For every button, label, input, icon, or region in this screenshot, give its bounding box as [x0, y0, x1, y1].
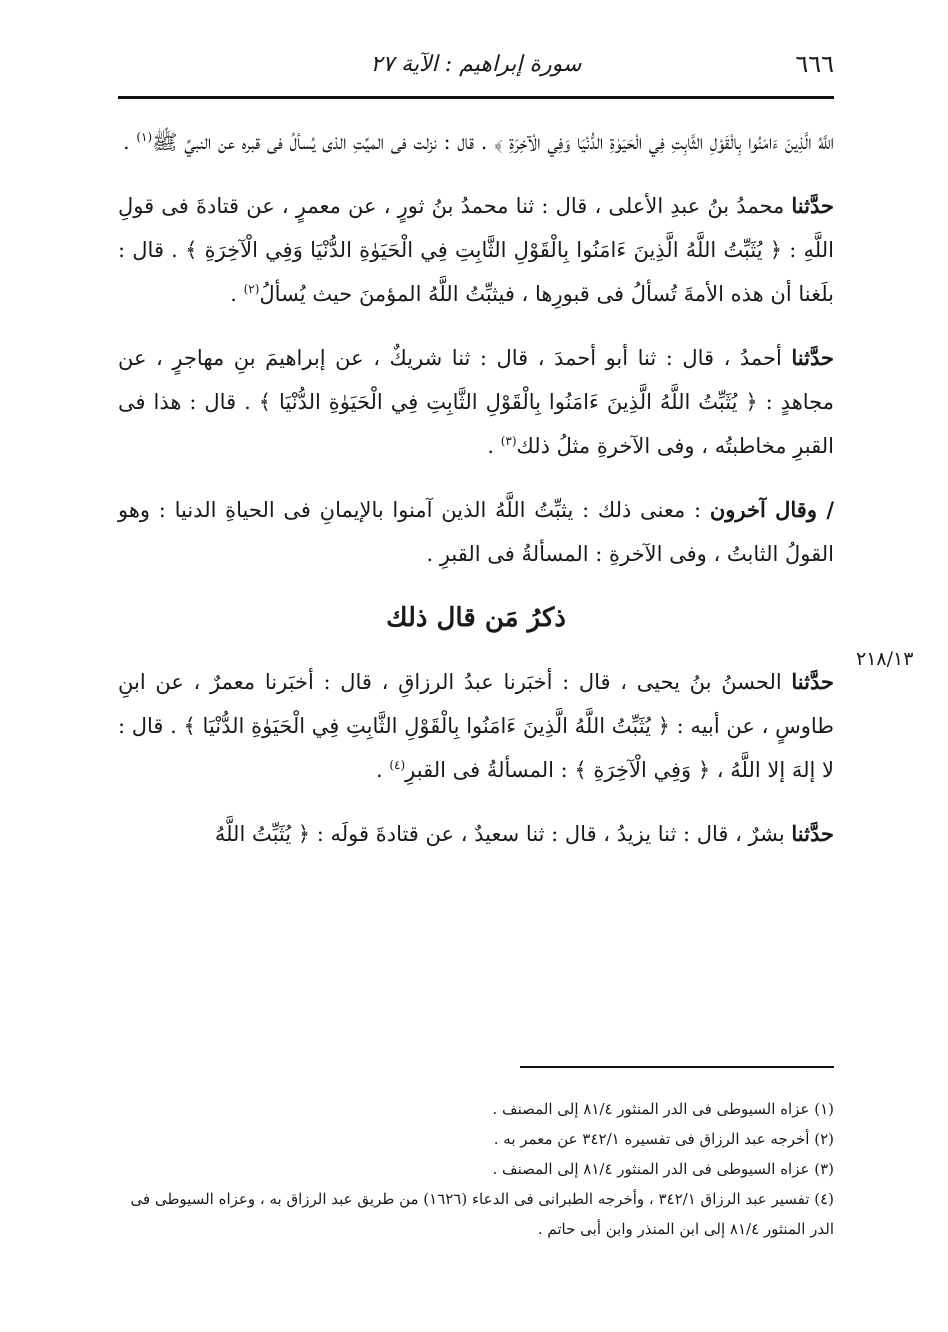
paragraph — [118, 120, 834, 164]
paragraph-tail: . — [487, 434, 501, 458]
footnote-marker[interactable]: (٤) — [389, 758, 406, 772]
paragraph — [118, 660, 834, 792]
paragraph-lead: حدَّثنا — [791, 193, 834, 218]
paragraph — [118, 488, 834, 576]
header-rule — [118, 96, 834, 99]
footnote-marker[interactable]: (٣) — [500, 434, 517, 448]
footnote: (١) عزاه السيوطى فى الدر المنثور ٨١/٤ إلى المصنف . — [492, 1100, 834, 1118]
paragraph-lead: حدَّثنا — [791, 669, 834, 694]
paragraph-text: محمدُ بنُ عبدِ الأعلى ، قال : ثنا محمدُ بنُ ثورٍ ، عن معمرٍ ، عن قتادةَ فى قولِ اللَّهِ : ﴿ يُثَبِّتُ اللَّهُ الَّذِينَ ءَامَنُوا بِالْقَوْلِ الثَّابِتِ فِي الْحَيَوٰةِ الدُّنْيَا وَفِي الْآخِرَةِ ﴾ . قال : بلَغنا أن هذه الأمةَ تُسألُ فى قبورِها ، فيثبِّتُ اللَّهُ المؤمنَ حيث يُسألُ — [118, 194, 834, 306]
footnote: (٢) أخرجه عبد الرزاق فى تفسيره ٣٤٢/١ عن معمر به . — [493, 1130, 834, 1148]
paragraph-text: الحسنُ بنُ يحيى ، قال : أخبَرنا عبدُ الرزاقِ ، قال : أخبَرنا معمرٌ ، عن ابنِ طاوسٍ ، عن أبيه : ﴿ يُثَبِّتُ اللَّهُ الَّذِينَ ءَامَنُوا بِالْقَوْلِ الثَّابِتِ فِي الْحَيَوٰةِ الدُّنْيَا ﴾ . قال : لا إلهَ إلا اللَّهُ ، ﴿ وَفِي الْآخِرَةِ ﴾ : المسألةُ فى القبرِ — [118, 670, 834, 782]
paragraph — [118, 184, 834, 316]
paragraph-text: : معنى ذلك : يثبِّتُ اللَّهُ الذين آمنوا بالإيمانِ فى الحياةِ الدنيا : وهو القولُ الثابتُ ، وفى الآخرةِ : المسألةُ فى القبرِ . — [118, 498, 834, 566]
footnote-rule — [520, 1066, 834, 1068]
paragraph-text: أحمدُ ، قال : ثنا أبو أحمدَ ، قال : ثنا شريكٌ ، عن إبراهيمَ بنِ مهاجرٍ ، عن مجاهدٍ : ﴿ يُثَبِّتُ اللَّهُ الَّذِينَ ءَامَنُوا بِالْقَوْلِ الثَّابِتِ فِي الْحَيَوٰةِ الدُّنْيَا ﴾ . قال : هذا فى القبرِ مخاطبتُه ، وفى الآخرةِ مثلُ ذلك — [118, 346, 834, 458]
paragraph — [118, 336, 834, 468]
footnote-marker[interactable]: (٢) — [243, 282, 260, 296]
paragraph-tail: . — [122, 130, 137, 154]
paragraph-text: بشرٌ ، قال : ثنا يزيدُ ، قال : ثنا سعيدٌ ، عن قتادةَ قولَه : ﴿ يُثَبِّتُ اللَّهُ — [214, 822, 792, 846]
section-heading: ذكرُ مَن قال ذلك — [386, 603, 566, 633]
margin-reference: ٢١٨/١٣ — [856, 648, 914, 670]
paragraph-lead: حدَّثنا — [791, 821, 834, 846]
footnote-marker[interactable]: (١) — [136, 130, 153, 144]
page-number: ٦٦٦ — [795, 50, 834, 78]
paragraph-lead: حدَّثنا — [791, 345, 834, 370]
main-text — [118, 120, 834, 876]
paragraph-lead: / وقال آخرون — [709, 497, 835, 522]
page-header — [118, 44, 834, 94]
paragraph-tail: . — [375, 758, 390, 782]
footnote: (٤) تفسير عبد الرزاق ٣٤٢/١ ، وأخرجه الطبرانى فى الدعاء (١٦٢٦) من طريق عبد الرزاق به ، وعزاه السيوطى فى الدر المنثور ٨١/٤ إلى ابن المنذر وابن أبى حاتم . — [130, 1190, 834, 1238]
running-head: سورة إبراهيم : الآية ٢٧ — [370, 52, 582, 77]
footnote: (٣) عزاه السيوطى فى الدر المنثور ٨١/٤ إلى المصنف . — [492, 1160, 834, 1178]
paragraph — [118, 812, 834, 856]
paragraph-tail: . — [230, 282, 244, 306]
footnotes — [118, 1094, 834, 1244]
paragraph-text: اللَّهُ الَّذِينَ ءَامَنُوا بِالْقَوْلِ الثَّابِتِ فِي الْحَيَوٰةِ الدُّنْيَا وَفِي الْآخِرَةِ ﴾ . قال : نزلت فى الميِّتِ الذى يُسألُ فى قبره عن النبيِّ ﷺ — [152, 130, 834, 154]
